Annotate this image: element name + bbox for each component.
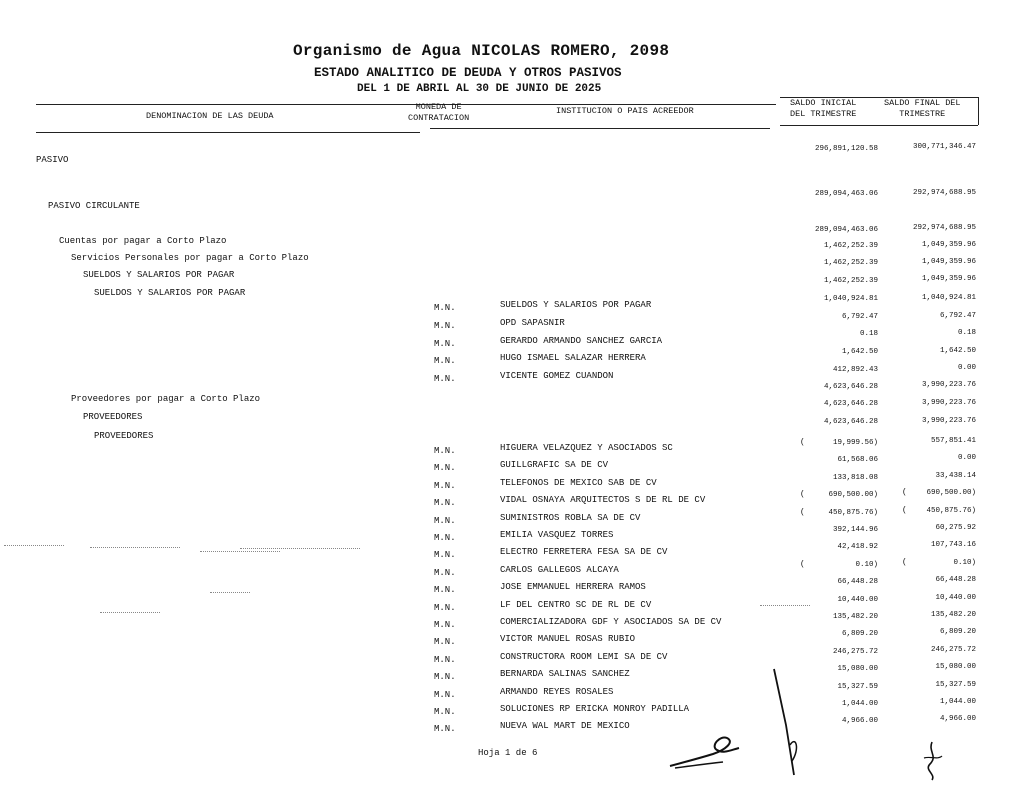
scan-noise	[760, 605, 810, 606]
row-initial-pasivo: 296,891,120.58	[814, 145, 878, 153]
scan-noise	[200, 551, 280, 552]
signature-mark-1	[665, 728, 745, 773]
final-balance-cell: 0.18	[957, 329, 976, 337]
final-balance-cell: 1,642.50	[939, 347, 976, 355]
report-title: ESTADO ANALITICO DE DEUDA Y OTROS PASIVOS	[314, 66, 622, 80]
currency-cell: M.N.	[434, 515, 456, 526]
header-top-rule	[36, 104, 776, 105]
currency-cell: M.N.	[434, 374, 456, 384]
header-bottom-rule-mid	[430, 128, 770, 129]
final-balance-cell: 557,851.41	[930, 437, 976, 445]
final-balance-cell: 0.00	[957, 364, 976, 372]
row-label-proveedores-2: PROVEEDORES	[94, 431, 154, 441]
creditor-cell: NUEVA WAL MART DE MEXICO	[500, 721, 630, 732]
currency-cell: M.N.	[434, 654, 456, 665]
row-initial-proveedores-total: 4,623,646.28	[823, 383, 878, 391]
initial-balance-cell: 42,418.92	[837, 543, 878, 552]
currency-cell: M.N.	[434, 339, 456, 349]
creditor-cell: COMERCIALIZADORA GDF Y ASOCIADOS SA DE CV	[500, 617, 722, 627]
report-period: DEL 1 DE ABRIL AL 30 DE JUNIO DE 2025	[357, 83, 602, 95]
currency-cell: M.N.	[434, 672, 456, 683]
organization-title: Organismo de Agua NICOLAS ROMERO, 2098	[293, 42, 670, 60]
negative-paren-initial: (	[800, 507, 805, 517]
initial-balance-cell: 0.18	[859, 330, 878, 338]
scan-noise	[240, 548, 360, 549]
col-institution: INSTITUCION O PAIS ACREEDOR	[556, 106, 694, 116]
row-initial-pasivo-circulante: 289,094,463.06	[814, 190, 878, 198]
col-initial-line1: SALDO INICIAL	[790, 98, 857, 108]
negative-paren-final: (	[902, 488, 907, 498]
row-label-pasivo: PASIVO	[36, 155, 69, 165]
col-initial-balance	[790, 98, 856, 120]
creditor-cell: OPD SAPASNIR	[500, 318, 565, 328]
row-final-proveedores-corto-plazo: 3,990,223.76	[921, 399, 976, 407]
row-label-servicios: Servicios Personales por pagar a Corto Plazo	[71, 253, 309, 263]
row-initial-sueldos-1: 1,462,252.39	[823, 259, 878, 267]
final-balance-cell: 33,438.14	[935, 471, 976, 480]
creditor-cell: HUGO ISMAEL SALAZAR HERRERA	[500, 353, 646, 363]
creditor-cell: ELECTRO FERRETERA FESA SA DE CV	[500, 547, 668, 558]
initial-balance-cell: 15,080.00	[837, 665, 878, 674]
initial-balance-cell: 15,327.59	[837, 682, 878, 691]
final-balance-cell: 0.00	[957, 454, 976, 463]
initial-balance-cell: 412,892.43	[832, 366, 878, 374]
final-balance-cell: 15,080.00	[935, 663, 976, 672]
initial-balance-cell: 135,482.20	[832, 613, 878, 621]
row-label-sueldos-1: SUELDOS Y SALARIOS POR PAGAR	[83, 270, 235, 280]
creditor-cell: VICENTE GOMEZ CUANDON	[500, 371, 614, 381]
final-balance-cell: 107,743.16	[930, 541, 976, 550]
negative-paren-final: (	[902, 557, 907, 567]
final-balance-cell: 1,040,924.81	[921, 294, 976, 302]
negative-paren-final: (	[902, 505, 907, 515]
creditor-cell: VIDAL OSNAYA ARQUITECTOS S DE RL DE CV	[500, 495, 706, 506]
final-balance-cell: 1,044.00	[939, 698, 976, 706]
creditor-cell: GERARDO ARMANDO SANCHEZ GARCIA	[500, 336, 663, 346]
header-bottom-rule	[36, 132, 420, 133]
final-balance-cell: 246,275.72	[930, 645, 976, 654]
negative-paren-initial: (	[800, 438, 805, 447]
col-denomination: DENOMINACION DE LAS DEUDA	[146, 111, 274, 121]
col-final-line2: TRIMESTRE	[899, 109, 946, 119]
row-initial-proveedores-corto-plazo: 4,623,646.28	[823, 400, 878, 408]
header-right-border	[978, 97, 979, 125]
col-currency-line1: MONEDA DE	[415, 102, 462, 112]
row-final-servicios: 1,049,359.96	[921, 241, 976, 249]
row-final-proveedores-1: 3,990,223.76	[921, 417, 976, 425]
header-bottom-rule-right	[780, 125, 978, 126]
creditor-cell: ARMANDO REYES ROSALES	[500, 686, 614, 697]
creditor-cell: EMILIA VASQUEZ TORRES	[500, 530, 614, 540]
initial-balance-cell: 19,999.56)	[832, 439, 878, 447]
initial-balance-cell: 10,440.00	[837, 595, 878, 604]
currency-cell: M.N.	[434, 689, 456, 700]
row-label-sueldos-2: SUELDOS Y SALARIOS POR PAGAR	[94, 288, 246, 298]
final-balance-cell: 6,809.20	[939, 628, 976, 637]
initial-balance-cell: 392,144.96	[832, 526, 878, 534]
initial-balance-cell: 1,642.50	[841, 348, 878, 356]
scan-noise	[4, 545, 64, 546]
row-final-pasivo: 300,771,346.47	[912, 143, 976, 151]
row-final-sueldos-2: 1,049,359.96	[921, 275, 976, 283]
scan-noise	[90, 547, 180, 548]
col-initial-line2: DEL TRIMESTRE	[790, 109, 857, 119]
currency-cell: M.N.	[434, 620, 456, 630]
row-label-pasivo-circulante: PASIVO CIRCULANTE	[48, 201, 140, 211]
initial-balance-cell: 4,966.00	[841, 717, 878, 726]
creditor-cell: SUELDOS Y SALARIOS POR PAGAR	[500, 300, 652, 310]
initial-balance-cell: 246,275.72	[832, 647, 878, 656]
currency-cell: M.N.	[434, 480, 456, 491]
col-final-balance	[884, 98, 961, 120]
creditor-cell: TELEFONOS DE MEXICO SAB DE CV	[500, 477, 657, 488]
row-final-cuentas: 292,974,688.95	[912, 224, 976, 232]
currency-cell: M.N.	[434, 550, 456, 561]
currency-cell: M.N.	[434, 498, 456, 509]
initial-balance-cell: 1,044.00	[841, 700, 878, 708]
row-initial-cuentas: 289,094,463.06	[814, 226, 878, 234]
creditor-cell: HIGUERA VELAZQUEZ Y ASOCIADOS SC	[500, 443, 673, 453]
currency-cell: M.N.	[434, 602, 456, 613]
currency-cell: M.N.	[434, 321, 456, 331]
initial-balance-cell: 6,792.47	[841, 313, 878, 321]
creditor-cell: SOLUCIONES RP ERICKA MONROY PADILLA	[500, 704, 690, 714]
currency-cell: M.N.	[434, 567, 456, 578]
page-number: Hoja 1 de 6	[478, 748, 538, 758]
initial-balance-cell: 450,875.76)	[828, 508, 878, 517]
creditor-cell: CONSTRUCTORA ROOM LEMI SA DE CV	[500, 651, 668, 662]
col-currency-line2: CONTRATACION	[408, 113, 470, 123]
row-final-sueldos-1: 1,049,359.96	[921, 258, 976, 266]
currency-cell: M.N.	[434, 446, 456, 456]
creditor-cell: JOSE EMMANUEL HERRERA RAMOS	[500, 582, 646, 593]
currency-cell: M.N.	[434, 463, 456, 474]
creditor-cell: SUMINISTROS ROBLA SA DE CV	[500, 512, 641, 523]
scan-noise	[100, 612, 160, 613]
creditor-cell: LF DEL CENTRO SC DE RL DE CV	[500, 599, 652, 610]
currency-cell: M.N.	[434, 356, 456, 366]
scan-noise	[210, 592, 250, 593]
row-initial-proveedores-1: 4,623,646.28	[823, 418, 878, 426]
final-balance-cell: 450,875.76)	[926, 506, 976, 515]
currency-cell: M.N.	[434, 707, 456, 717]
initial-balance-cell: 133,818.08	[832, 473, 878, 482]
final-balance-cell: 690,500.00)	[926, 489, 976, 498]
initial-balance-cell: 690,500.00)	[828, 491, 878, 500]
creditor-cell: VICTOR MANUEL ROSAS RUBIO	[500, 634, 636, 645]
negative-paren-initial: (	[800, 490, 805, 500]
row-initial-servicios: 1,462,252.39	[823, 242, 878, 250]
final-balance-cell: 6,792.47	[939, 312, 976, 320]
row-final-pasivo-circulante: 292,974,688.95	[912, 189, 976, 197]
final-balance-cell: 15,327.59	[935, 680, 976, 689]
initial-balance-cell: 1,040,924.81	[823, 295, 878, 303]
initial-balance-cell: 61,568.06	[837, 456, 878, 465]
signature-mark-2	[770, 665, 810, 785]
currency-cell: M.N.	[434, 303, 456, 313]
final-balance-cell: 66,448.28	[935, 576, 976, 585]
negative-paren-initial: (	[800, 559, 805, 569]
row-final-proveedores-total: 3,990,223.76	[921, 381, 976, 389]
currency-cell: M.N.	[434, 585, 456, 596]
col-final-line1: SALDO FINAL DEL	[884, 98, 961, 108]
currency-cell: M.N.	[434, 533, 456, 543]
col-currency	[408, 102, 469, 124]
creditor-cell: GUILLGRAFIC SA DE CV	[500, 460, 609, 471]
initial-balance-cell: 6,809.20	[841, 630, 878, 639]
final-balance-cell: 0.10)	[953, 558, 976, 567]
signature-mark-3	[918, 738, 948, 783]
initial-balance-cell: 66,448.28	[837, 578, 878, 587]
final-balance-cell: 10,440.00	[935, 593, 976, 602]
creditor-cell: BERNARDA SALINAS SANCHEZ	[500, 669, 630, 680]
initial-balance-cell: 0.10)	[855, 560, 878, 569]
row-label-proveedores-corto-plazo: Proveedores por pagar a Corto Plazo	[71, 394, 261, 404]
final-balance-cell: 60,275.92	[935, 524, 976, 532]
creditor-cell: CARLOS GALLEGOS ALCAYA	[500, 564, 619, 575]
row-label-cuentas: Cuentas por pagar a Corto Plazo	[59, 236, 227, 246]
currency-cell: M.N.	[434, 724, 456, 735]
final-balance-cell: 4,966.00	[939, 715, 976, 724]
row-label-proveedores-1: PROVEEDORES	[83, 412, 143, 422]
row-initial-sueldos-2: 1,462,252.39	[823, 277, 878, 285]
final-balance-cell: 135,482.20	[930, 611, 976, 619]
currency-cell: M.N.	[434, 637, 456, 648]
